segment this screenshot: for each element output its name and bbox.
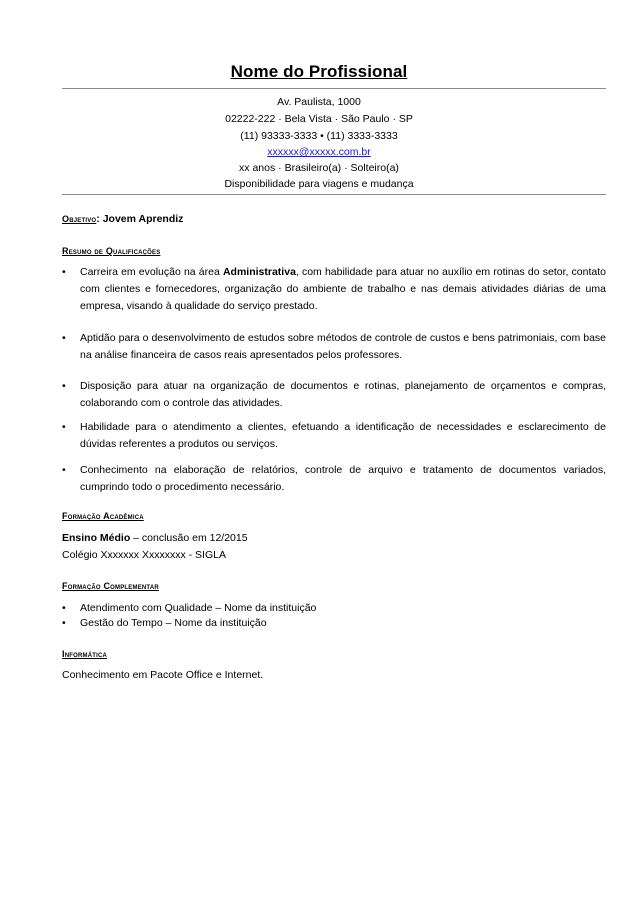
qualifications-heading: Resumo de Qualificações xyxy=(62,246,161,256)
bullet-icon: • xyxy=(62,266,66,278)
qualification-text: Carreira em evolução na área xyxy=(80,266,223,278)
objective-value: Jovem Aprendiz xyxy=(102,213,184,225)
objective-label: Objetivo xyxy=(62,214,97,224)
education-degree-line xyxy=(62,530,248,547)
email-link[interactable]: xxxxxx@xxxxx.com.br xyxy=(267,146,371,158)
qualification-item xyxy=(62,264,606,315)
education-school: Colégio Xxxxxxx Xxxxxxxx - SIGLA xyxy=(62,549,226,561)
bullet-icon: • xyxy=(62,617,66,629)
header-top-rule xyxy=(62,88,606,89)
qualification-item xyxy=(62,330,606,364)
qualification-item xyxy=(62,419,606,453)
location-line: 02222-222 · Bela Vista · São Paulo · SP xyxy=(225,113,413,125)
education-degree: Ensino Médio xyxy=(62,532,131,544)
complementary-text: Atendimento com Qualidade – Nome da instituição xyxy=(80,602,317,614)
bullet-icon: • xyxy=(62,464,66,476)
qualification-item xyxy=(62,378,606,412)
complementary-heading: Formação Complementar xyxy=(62,581,159,591)
computing-text: Conhecimento em Pacote Office e Internet. xyxy=(62,669,264,681)
complementary-text: Gestão do Tempo – Nome da instituição xyxy=(80,617,267,629)
bullet-icon: • xyxy=(62,421,66,433)
qualification-area: Administrativa xyxy=(222,266,296,278)
qualification-text: Aptidão para o desenvolvimento de estudos sobre métodos de controle de custos e bens patrimoniais, com base na análise financeira de casos reais apresentados pelos professores. xyxy=(80,332,606,361)
qualification-item xyxy=(62,462,606,496)
personal-line: xx anos · Brasileiro(a) · Solteiro(a) xyxy=(239,162,399,174)
education-heading: Formação Acadêmica xyxy=(62,511,144,521)
bullet-icon: • xyxy=(62,602,66,614)
computing-heading: Informática xyxy=(62,649,108,659)
education-degree-detail: – conclusão em 12/2015 xyxy=(130,532,248,544)
qualification-text: Disposição para atuar na organização de documentos e rotinas, planejamento de orçamentos e compras, colaborando com o controle das atividades. xyxy=(80,380,606,409)
email-wrapper xyxy=(0,144,638,161)
objective-line: Objetivo: Jovem Aprendiz xyxy=(62,213,184,225)
professional-name: Nome do Profissional xyxy=(230,62,408,81)
qualification-text-rest: , com habilidade para atuar no auxílio em rotinas do setor, contato com clientes e fornecedores, organização do ambiente de trabalho e nas demais atividades diárias de uma empresa, visando à qualidade do serviço prestado. xyxy=(80,266,607,312)
bullet-icon: • xyxy=(62,380,66,392)
availability-line: Disponibilidade para viagens e mudança xyxy=(224,178,414,190)
bullet-icon: • xyxy=(62,332,66,344)
complementary-item xyxy=(62,615,606,632)
qualification-text: Conhecimento na elaboração de relatórios, controle de arquivo e tratamento de documentos variados, cumprindo todo o procedimento necessário. xyxy=(80,464,606,493)
header-bottom-rule xyxy=(62,194,606,195)
phones-line: (11) 93333-3333 • (11) 3333-3333 xyxy=(240,130,398,142)
qualification-text: Habilidade para o atendimento a clientes, efetuando a identificação de necessidades e esclarecimento de dúvidas referentes a produtos ou serviços. xyxy=(80,421,606,450)
address-line: Av. Paulista, 1000 xyxy=(277,96,361,108)
